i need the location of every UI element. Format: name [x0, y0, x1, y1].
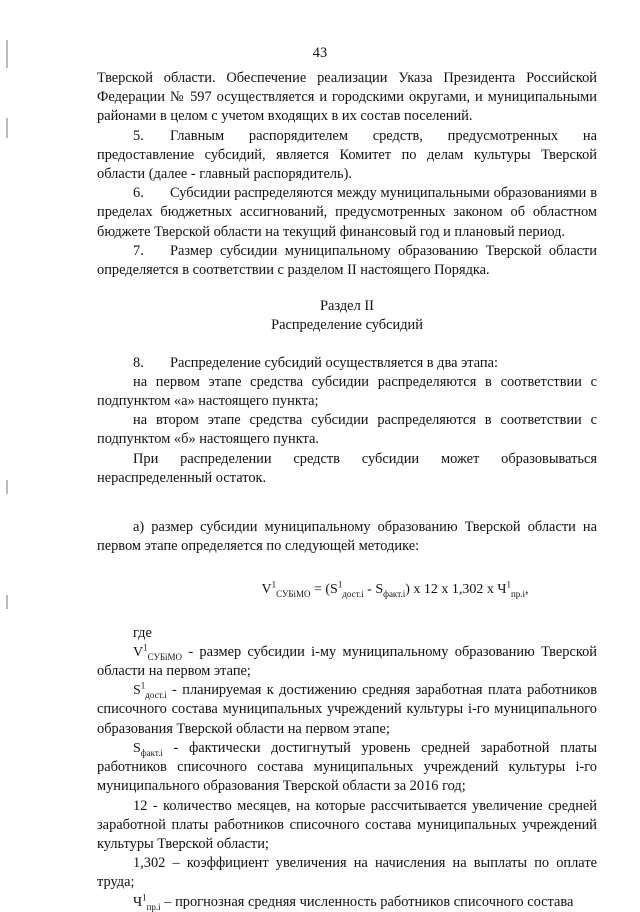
paragraph-intro: Тверской области. Обеспечение реализации Указа Президента Российской Федерации № 597 осуществляется и городскими округами, и муниципальными районами в целом с учетом входящих в их состав поселений.: [97, 70, 597, 125]
definition-headcount: $Ч^1_{пр.i}$ – прогнозная средняя численность работников списочного состава: [133, 891, 574, 912]
page-number: 43: [312, 45, 328, 61]
paragraph-number: 7.: [133, 242, 144, 259]
definition-s-fakt: $S_{факт.i}$ - фактически достигнутый уровень средней заработной платы работников списочного состава муниципальных учреждений культуры i-го муниципального образования Тверской области за 2016 год;: [97, 739, 597, 795]
symbol: $Ч^1_{пр.i}$: [133, 891, 161, 912]
paragraph-text: Размер субсидии муниципальному образованию Тверской области определяется в соответствии с разделом II настоящего Порядка.: [97, 242, 597, 279]
paragraph-a: а) размер субсидии муниципальному образованию Тверской области на первом этапе определяется по следующей методике:: [97, 519, 597, 555]
symbol: $S^1_{дост.i}$: [133, 680, 167, 701]
paragraph-text: Субсидии распределяются между муниципальными образованиями в пределах бюджетных ассигнований, предусмотренных законом об областном бюджете Тверской области на текущий финансовый год и плановый период.: [97, 185, 597, 240]
scan-margin-mark: [6, 480, 8, 494]
symbol: $V^1_{СУБiМО}$: [133, 642, 183, 662]
symbol: $S_{факт.i}$: [133, 740, 163, 758]
scan-margin-mark: [6, 595, 8, 609]
definition-v: $V^1_{СУБiМО}$ - размер субсидии i-му муниципальному образованию Тверской области на первом этапе;: [97, 642, 597, 680]
paragraph-8-stage-1: на первом этапе средства субсидии распределяются в соответствии с подпунктом «а» настоящего пункта;: [97, 373, 597, 410]
paragraph-5: [97, 127, 597, 185]
paragraph-8-stage-2: на втором этапе средства субсидии распределяются в соответствии с подпунктом «б» настоящего пункта.: [97, 412, 597, 448]
definition-months: 12 - количество месяцев, на которые рассчитывается увеличение средней заработной платы работников списочного состава муниципальных учреждений культуры Тверской области;: [97, 797, 597, 852]
paragraph-7: [97, 242, 597, 280]
where-label: где: [133, 624, 152, 641]
paragraph-number: 8.: [133, 354, 144, 371]
section-subtitle: Распределение субсидий: [271, 317, 423, 334]
paragraph-text: Распределение субсидий осуществляется в два этапа:: [170, 354, 499, 371]
definition-s-dost: $S^1_{дост.i}$ - планируемая к достижению средняя заработная плата работников списочного состава муниципальных учреждений культуры i-го муниципального образования Тверской области на первом этапе;: [97, 680, 597, 737]
scan-margin-mark: [6, 118, 8, 138]
formula: $V^1_{СУБiМО} = (S^1_{дост.i} - S_{факт.i})$ х 12 х 1,302 х $Ч^1_{пр.i}$,: [261, 579, 529, 600]
paragraph-number: 5.: [133, 127, 144, 144]
paragraph-text: Главным распорядителем средств, предусмотренных на предоставление субсидий, является Комитет по делам культуры Тверской области (далее - главный распорядитель).: [97, 127, 597, 183]
document-body: [97, 69, 597, 912]
paragraph-6: [97, 184, 597, 242]
paragraph-8-remainder: При распределении средств субсидии может образовываться нераспределенный остаток.: [97, 450, 597, 486]
definition-coefficient: 1,302 – коэффициент увеличения на начисления на выплаты по оплате труда;: [97, 855, 597, 891]
paragraph-number: 6.: [133, 185, 144, 202]
paragraph-8: [97, 354, 597, 373]
section-title: Раздел II: [320, 298, 374, 315]
